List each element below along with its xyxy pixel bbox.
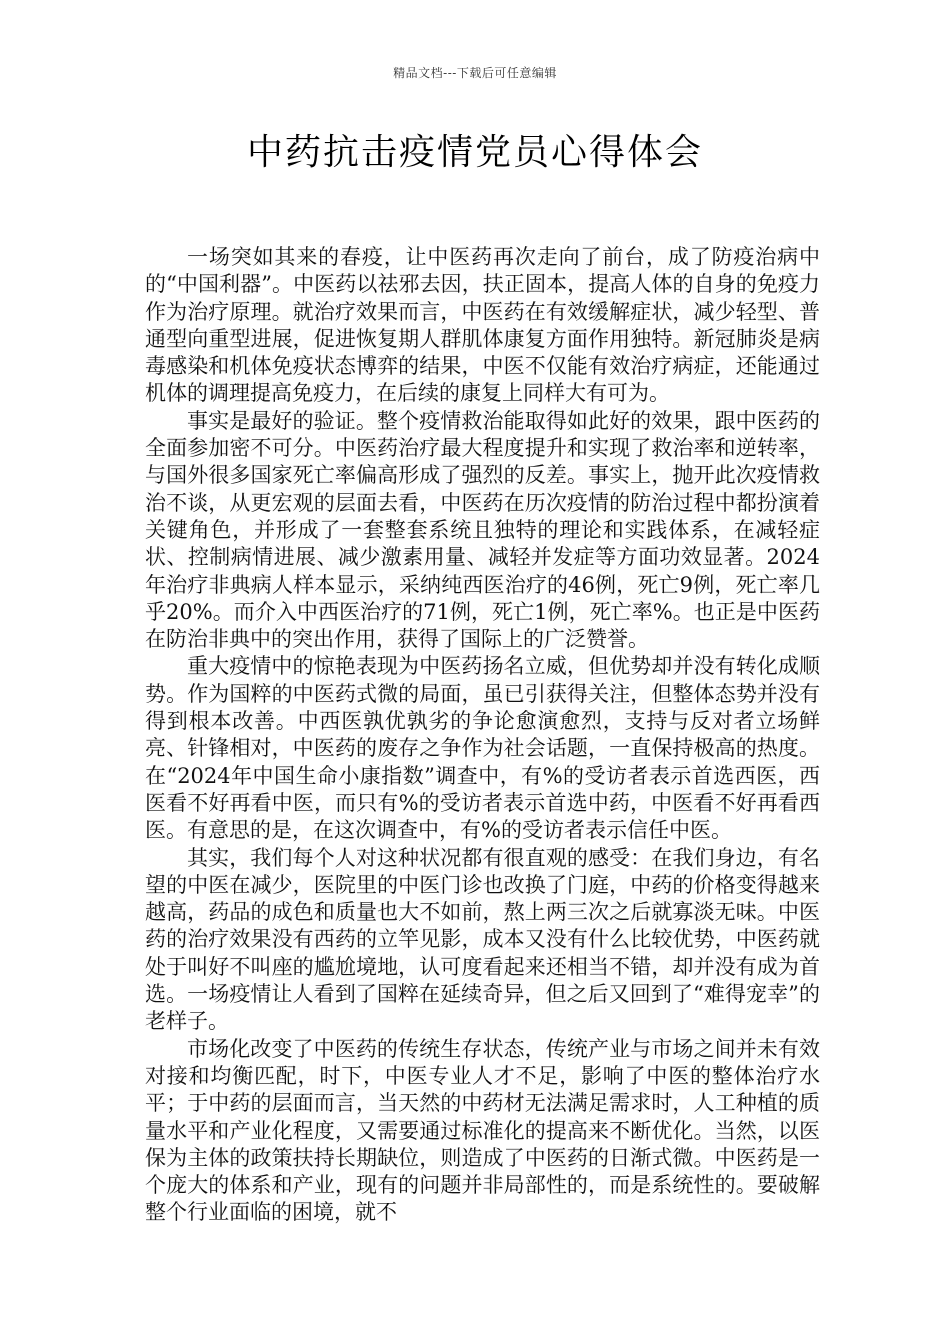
document-body	[145, 244, 820, 1227]
paragraph: 其实，我们每个人对这种状况都有很直观的感受：在我们身边，有名望的中医在减少，医院里的中医门诊也改换了门庭，中药的价格变得越来越高，药品的成色和质量也大不如前，熬上两三次之后就寡淡无味。中医药的治疗效果没有西药的立竿见影，成本又没有什么比较优势，中医药就处于叫好不叫座的尴尬境地，认可度看起来还相当不错，却并没有成为首选。一场疫情让人看到了国粹在延续奇异，但之后又回到了“难得宠幸”的老样子。	[145, 845, 820, 1034]
paragraph: 市场化改变了中医药的传统生存状态，传统产业与市场之间并未有效对接和均衡匹配，时下，中医专业人才不足，影响了中医的整体治疗水平；于中药的层面而言，当天然的中药材无法满足需求时，人工种植的质量水平和产业化程度，又需要通过标准化的提高来不断优化。当然，以医保为主体的政策扶持长期缺位，则造成了中医药的日渐式微。中医药是一个庞大的体系和产业，现有的问题并非局部性的，而是系统性的。要破解整个行业面临的困境，就不	[145, 1036, 820, 1225]
paragraph: 重大疫情中的惊艳表现为中医药扬名立威，但优势却并没有转化成顺势。作为国粹的中医药式微的局面，虽已引获得关注，但整体态势并没有得到根本改善。中西医孰优孰劣的争论愈演愈烈，支持与反对者立场鲜亮、针锋相对，中医药的废存之争作为社会话题，一直保持极高的热度。在“2024年中国生命小康指数”调查中，有%的受访者表示首选西医，西医看不好再看中医，而只有%的受访者表示首选中药，中医看不好再看西医。有意思的是，在这次调查中，有%的受访者表示信任中医。	[145, 654, 820, 843]
document-title: 中药抗击疫情党员心得体会	[246, 132, 703, 173]
header-note: 精品文档---下载后可任意编辑	[393, 66, 557, 80]
paragraph: 一场突如其来的春疫，让中医药再次走向了前台，成了防疫治病中的“中国利器”。中医药以祛邪去因，扶正固本，提高人体的自身的免疫力作为治疗原理。就治疗效果而言，中医药在有效缓解症状，减少轻型、普通型向重型进展，促进恢复期人群肌体康复方面作用独特。新冠肺炎是病毒感染和机体免疫状态博弈的结果，中医不仅能有效治疗病症，还能通过机体的调理提高免疫力，在后续的康复上同样大有可为。	[145, 245, 820, 406]
paragraph: 事实是最好的验证。整个疫情救治能取得如此好的效果，跟中医药的全面参加密不可分。中医药治疗最大程度提升和实现了救治率和逆转率，与国外很多国家死亡率偏高形成了强烈的反差。事实上，抛开此次疫情救治不谈，从更宏观的层面去看，中医药在历次疫情的防治过程中都扮演着关键角色，并形成了一套整套系统且独特的理论和实践体系，在减轻症状、控制病情进展、减少激素用量、减轻并发症等方面功效显著。2024年治疗非典病人样本显示，采纳纯西医治疗的46例，死亡9例，死亡率几乎20%。而介入中西医治疗的71例，死亡1例，死亡率%。也正是中医药在防治非典中的突出作用，获得了国际上的广泛赞誉。	[145, 408, 820, 652]
